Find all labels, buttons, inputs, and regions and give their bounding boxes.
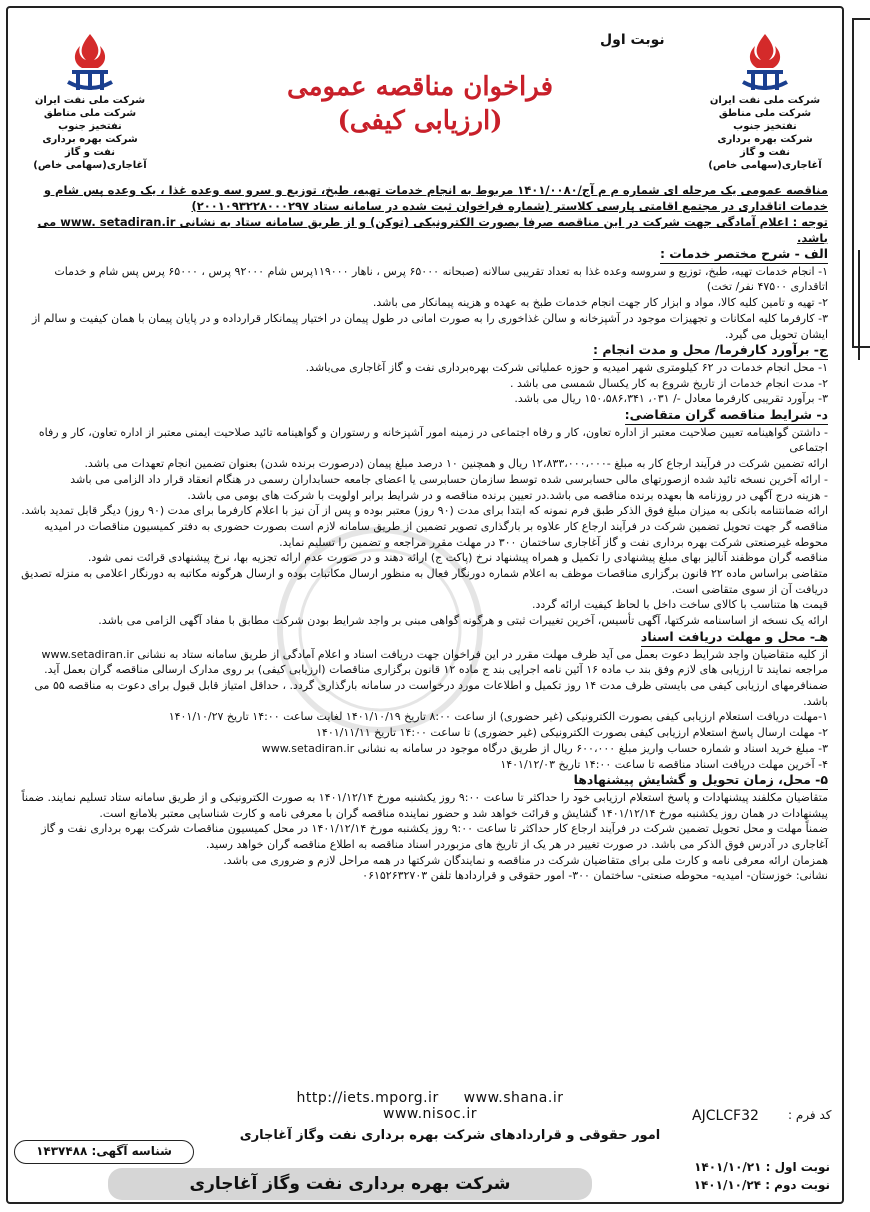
logo-line: شرکت بهره برداری نفت و گاز bbox=[42, 134, 138, 158]
first-round-date: نوبت اول : ۱۴۰۱/۱۰/۲۱ bbox=[694, 1160, 830, 1174]
side-tab bbox=[852, 18, 870, 348]
nioc-logo-left bbox=[30, 30, 150, 172]
section-item: متقاضی براساس ماده ۲۲ قانون برگزاری مناقصات موظف به اعلام شماره دورنگار فعال به منظور ارسال مکاتبات بوده و ارسال هرگونه مکاتبه به دورنگار اعلامی به منزله تصدیق دریافت آن از سوی متقاضی است. bbox=[21, 567, 828, 596]
title-line-1: فراخوان مناقصه عمومی bbox=[286, 72, 554, 102]
section-item: قیمت ها متناسب با کالای ساخت داخل با لحاظ کیفیت ارائه گردد. bbox=[531, 598, 828, 612]
section-item: از کلیه متقاضیان واجد شرایط دعوت بعمل می آید ظرف مهلت مقرر در این فراخوان جهت دریافت اسناد و اعلام آمادگی از طریق سامانه ستاد به نشانی www.setadiran.ir مراجعه نمایند تا ارزیابی های لازم وفق بند ب ماده ۱۶ آئین نامه اجرایی بند ج ماده ۱۲ قانون برگزاری مناقصات (ارزیابی کیفی) بر روی مدارک ارسالی مناقصه گران بعمل آید. ضمنافرمهای ارزیابی کیفی می بایستی ظرف مدت ۱۴ روز تکمیل و اطلاعات مورد درخواست در سامانه بارگذاری گردد. ، حداقل امتیاز قابل قبول برای دعوت به مناقصه ۵۵ می باشد. bbox=[34, 647, 828, 708]
company-banner: شرکت بهره برداری نفت وگاز آغاجاری bbox=[108, 1168, 592, 1200]
section-item: ارائه یک نسخه از اساسنامه شرکتها، آگهی تأسیس، آخرین تغییرات ثبتی و هرگونه گواهی مبنی بر واجد شرایط بودن شرکت مطابق با مفاد آگهی الزامی می باشد. bbox=[98, 614, 828, 628]
section-item: ۲- مهلت ارسال پاسخ استعلام ارزیابی کیفی بصورت الکترونیکی (غیر حضوری) تا ساعت ۱۴:۰۰ تاریخ ۱۴۰۱/۱۱/۱۱ bbox=[316, 726, 828, 740]
form-code-value: AJCLCF32 bbox=[692, 1108, 759, 1124]
section-item: - هزینه درج آگهی در روزنامه ها بعهده برنده مناقصه می باشد.در تعیین برنده مناقصه و در شرایط برابر اولویت با شرکت های بومی می باشد. bbox=[187, 488, 828, 502]
logo-line: شرکت ملی نفت ایران bbox=[34, 95, 146, 106]
side-tab-mark bbox=[858, 250, 870, 360]
logo-line: آغاجاری(سهامی خاص) bbox=[33, 160, 147, 171]
link-shana[interactable]: www.shana.ir bbox=[463, 1090, 564, 1106]
legal-department: امور حقوقی و قراردادهای شرکت بهره برداری نفت وگاز آغاجاری bbox=[239, 1128, 661, 1143]
logo-line: شرکت ملی مناطق نفتخیز جنوب bbox=[718, 108, 812, 132]
section-heading-services: الف - شرح مختصر خدمات : bbox=[660, 246, 828, 264]
form-code-label: کد فرم : bbox=[788, 1108, 832, 1122]
round-label: نوبت اول bbox=[600, 32, 665, 48]
nioc-logo-right bbox=[705, 30, 825, 172]
flame-logo-icon bbox=[58, 30, 122, 94]
section-item: ارائه تضمین شرکت در فرآیند ارجاع کار به مبلغ -۱۲،۸۳۳،۰۰۰،۰۰۰ ریال و همچنین ۱۰ درصد مبلغ پیمان (درصورت برنده شدن) بعنوان تضمین انجام تعهدات می باشد. bbox=[84, 457, 828, 471]
title-line-2: (ارزیابی کیفی) bbox=[337, 106, 503, 136]
intro-notice-line: توجه : اعلام آمادگی جهت شرکت در این مناقصه صرفا بصورت الکترونیکی (توکن) و از طریق سامانه ستاد به نشانی www. setadiran.ir می باشد. bbox=[37, 215, 828, 245]
link-nisoc[interactable]: www.nisoc.ir bbox=[383, 1106, 477, 1122]
section-item: ۴- آخرین مهلت دریافت اسناد مناقصه تا ساعت ۱۴:۰۰ تاریخ ۱۴۰۱/۱۲/۰۳ bbox=[500, 757, 828, 771]
intro-tender-line: مناقصه عمومی یک مرحله ای شماره م م آج/۱۴۰۱/۰۰۸۰ مربوط به انجام خدمات تهیه، طبخ، توزیع و سرو سه وعده غذا ، یک وعده پس شام و خدمات اتاقداری در مجتمع اقامتی پارسی کلاستر (شماره فراخوان ثبت شده در سامانه ستاد ۲۰۰۱۰۹۳۲۲۸۰۰۰۲۹۷) bbox=[43, 183, 828, 213]
section-heading-documents: هـ- محل و مهلت دریافت اسناد bbox=[641, 629, 828, 647]
link-iets[interactable]: http://iets.mporg.ir bbox=[296, 1090, 439, 1106]
section-item: ۳- برآورد تقریبی کارفرما معادل -/ ۰۳۱، ۱۵۰،۵۸۶،۳۴۱ ریال می باشد. bbox=[514, 392, 828, 406]
section-item: ضمناً مهلت و محل تحویل تضمین شرکت در فرآیند ارجاع کار حداکثر تا ساعت ۹:۰۰ روز یکشنبه مورخ ۱۴۰۱/۱۲/۱۴ در محل کمیسیون مناقصات شرکت بهره برداری نفت و گاز آغاجاری در آدرس فوق الذکر می باشد. در صورت تغییر در هر یک از تاریخ های مزبوردر اسناد مناقصه به اطلاع مناقصه گران خواهد رسید. bbox=[41, 822, 828, 852]
logo-line: آغاجاری(سهامی خاص) bbox=[708, 160, 822, 171]
publication-dates bbox=[600, 1158, 830, 1194]
section-item: - ارائه آخرین نسخه تائید شده ازصورتهای مالی حسابرسی شده توسط سازمان حسابرسی یا اعضای جامعه حسابداران رسمی در هنگام انعقاد قرار داد الزامی می باشد bbox=[70, 472, 828, 486]
section-item: ارائه ضمانتنامه بانکی به میزان مبلغ فوق الذکر طبق فرم نمونه که ابتدا برای مدت (۹۰ روز) معتبر بوده و پس از آن نیز با اعلام کارفرما برای مدت (۹۰ روز) دیگر قابل تمدید باشد. bbox=[21, 504, 828, 518]
section-item: مناقصه گران موظفند آنالیز بهای مبلغ پیشنهادی را تکمیل و همراه پیشنهاد نرخ (پاکت ج) ارائه دهند و در صورت عدم ارائه تجزیه بها، نرخ پیشنهادی قرائت نمی شود. bbox=[87, 551, 828, 565]
logo-line: شرکت ملی مناطق نفتخیز جنوب bbox=[43, 108, 137, 132]
tender-body bbox=[20, 182, 828, 884]
section-item: ۱- انجام خدمات تهیه، طبخ، توزیع و سروسه وعده غذا به تعداد تقریبی سالانه (صبحانه ۶۵۰۰۰ پرس ، ناهار ۱۱۹۰۰۰پرس شام ۹۲۰۰۰ پرس ، ۶۵۰۰۰ پرس پس شام و خدمات اتاقداری ۴۷۵۰۰ نفر/ تخت) bbox=[54, 264, 828, 294]
ad-id-badge: شناسه آگهی: ۱۴۳۷۴۸۸ bbox=[14, 1140, 194, 1164]
section-heading-conditions: د- شرایط مناقصه گران متقاضی: bbox=[625, 407, 828, 425]
section-item: ۲- تهیه و تامین کلیه کالا، مواد و ابزار کار جهت انجام خدمات طبخ به عهده و هزینه پیمانکار می باشد. bbox=[372, 296, 828, 310]
section-heading-submission: ۵- محل، زمان تحویل و گشایش پیشنهادها bbox=[574, 772, 828, 790]
logo-line: شرکت ملی نفت ایران bbox=[709, 95, 821, 106]
flame-logo-icon bbox=[733, 30, 797, 94]
section-heading-estimate: ج- برآورد کارفرما/ محل و مدت انجام : bbox=[593, 342, 828, 360]
page-title bbox=[230, 70, 610, 138]
section-item: مناقصه گر جهت تحویل تضمین شرکت در فرآیند ارجاع کار علاوه بر بارگذاری تصویر تضمین از طریق سامانه لازم است بصورت حضوری به دفتر کمیسیون مناقصات در امیدیه محوطه غیرصنعتی شرکت بهره برداری نفت و گاز آغاجاری ساختمان ۳۰۰ در مهلت مقرر مراجعه و تضمین را تسلیم نماید. bbox=[44, 519, 828, 549]
section-item: ۱- محل انجام خدمات در ۶۲ کیلومتری شهر امیدیه و حوزه عملیاتی شرکت بهره‌برداری نفت و گاز آغاجاری می‌باشد. bbox=[305, 360, 828, 374]
section-item: متقاضیان مکلفند پیشنهادات و پاسخ استعلام ارزیابی خود را حداکثر تا ساعت ۹:۰۰ روز یکشنبه مورخ ۱۴۰۱/۱۲/۱۴ به صورت الکترونیکی و از طریق سامانه ستاد تسلیم نمایند. ضمناً پیشنهادات در همان روز یکشنبه مورخ ۱۴۰۱/۱۲/۱۴ گشایش و قرائت خواهد شد و حضور نماینده مناقصه گران با معرفی نامه و کارت شناسایی معتبر بلامانع است. bbox=[21, 790, 828, 820]
section-item: - داشتن گواهینامه تعیین صلاحیت معتبر از اداره تعاون، کار و رفاه اجتماعی در زمینه امور آشپزخانه و رستوران و گواهینامه تائید صلاحیت ایمنی معتبر از اداره تعاون، کار و رفاه اجتماعی bbox=[38, 425, 828, 455]
section-item: ۱-مهلت دریافت استعلام ارزیابی کیفی بصورت الکترونیکی (غیر حضوری) از ساعت ۸:۰۰ تاریخ ۱۴۰۱/۱۰/۱۹ لغایت ساعت ۱۴:۰۰ تاریخ ۱۴۰۱/۱۰/۲۷ bbox=[168, 710, 828, 724]
section-item: نشانی: خوزستان- امیدیه- محوطه صنعتی- ساختمان ۳۰۰- امور حقوقی و قراردادها تلفن ۰۶۱۵۲۶۳۲۷۰۳ bbox=[362, 869, 828, 883]
footer-links bbox=[230, 1090, 630, 1122]
section-item: ۲- مدت انجام خدمات از تاریخ شروع به کار یکسال شمسی می باشد . bbox=[509, 376, 828, 390]
section-item: ۳- کارفرما کلیه امکانات و تجهیزات موجود در آشپزخانه و سالن غذاخوری را به صورت امانی در طول پیمان در اختیار پیمانکار قرارداده و در پایان پیمان با همان کیفیت و سالم از ایشان تحویل می گیرد. bbox=[31, 311, 828, 341]
second-round-date: نوبت دوم : ۱۴۰۱/۱۰/۲۴ bbox=[693, 1178, 830, 1192]
section-item: همزمان ارائه معرفی نامه و کارت ملی برای متقاضیان شرکت در مناقصه و نمایندگان شرکتها در همه مراحل لازم و ضروری می باشد. bbox=[223, 853, 828, 867]
logo-line: شرکت بهره برداری نفت و گاز bbox=[717, 134, 813, 158]
section-item: ۳- مبلغ خرید اسناد و شماره حساب واریز مبلغ ۶۰۰،۰۰۰ ریال از طریق درگاه موجود در سامانه به نشانی www.setadiran.ir bbox=[261, 741, 828, 755]
